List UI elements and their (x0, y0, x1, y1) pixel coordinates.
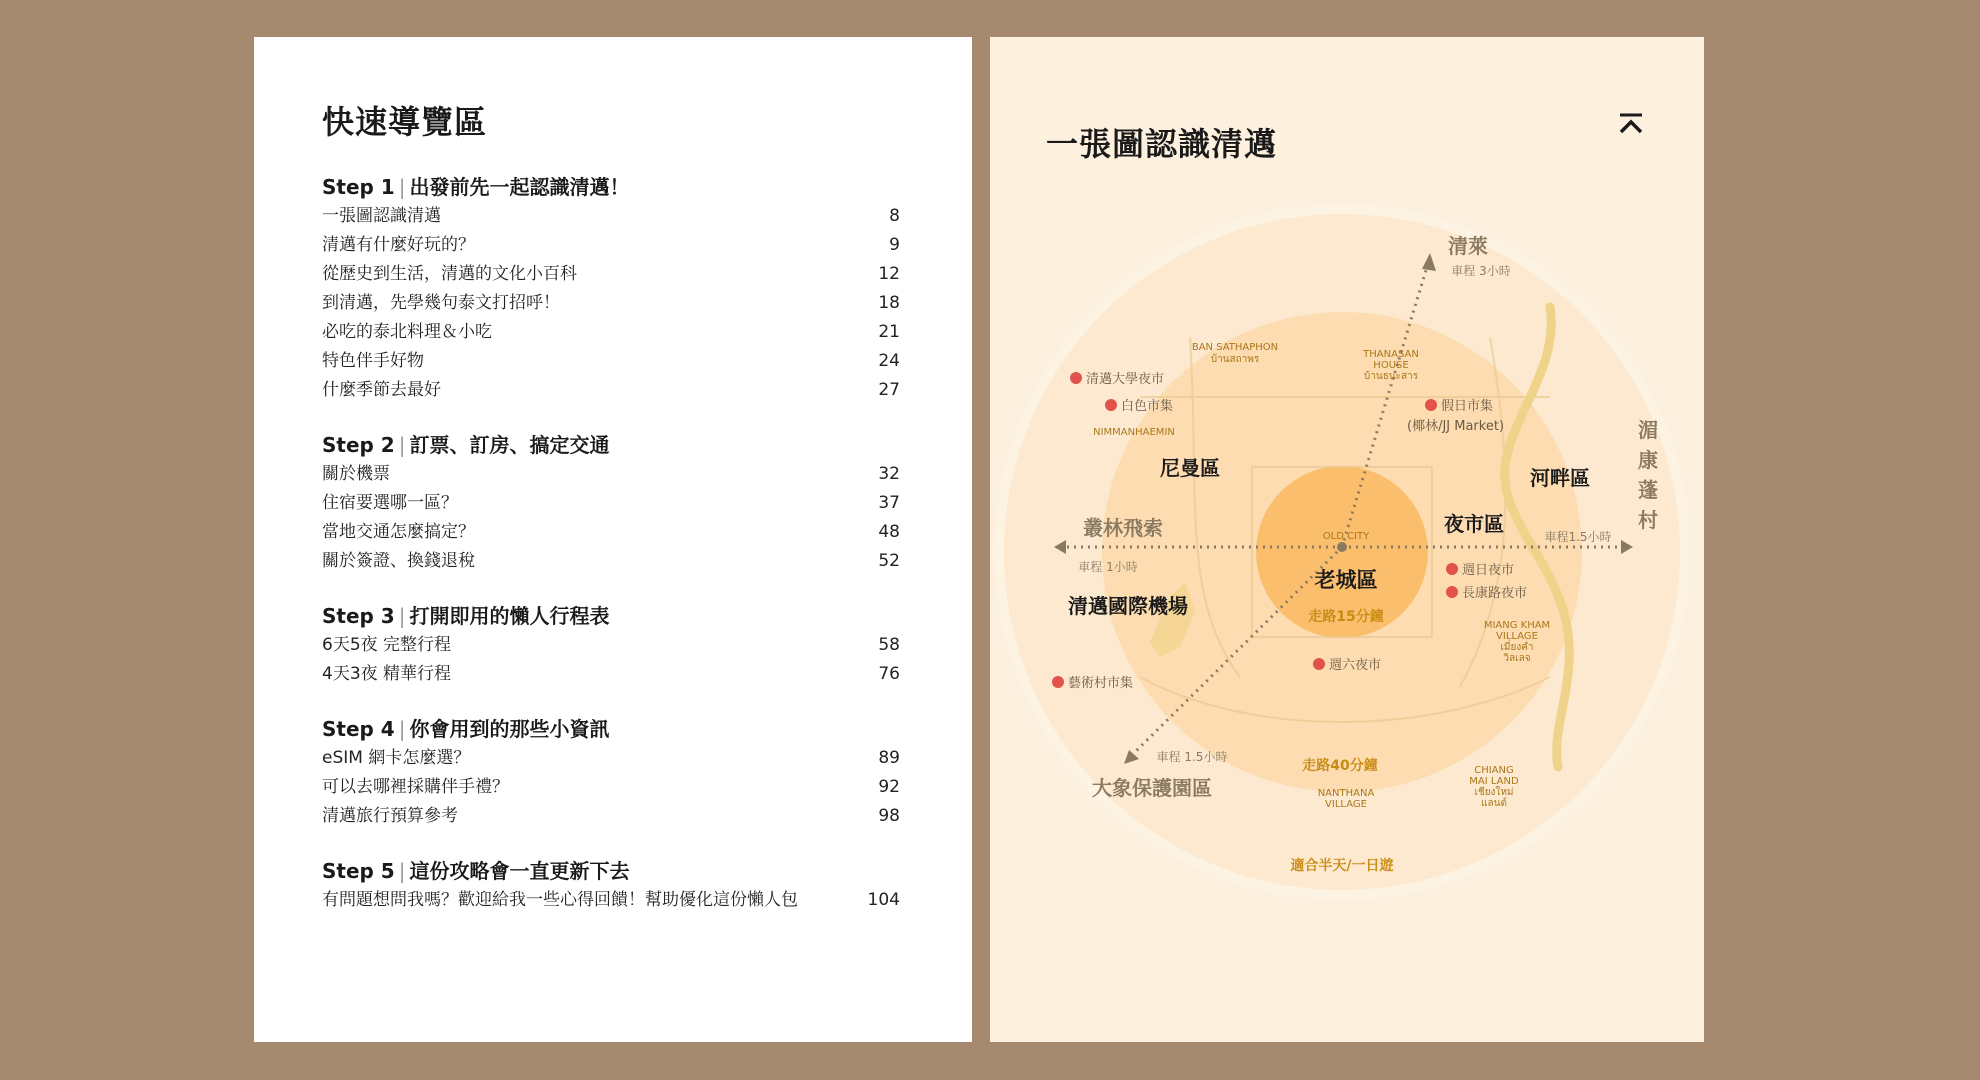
toc-section-title[interactable] (322, 601, 900, 631)
toc-entry-label: 住宿要選哪一區？ (322, 493, 458, 513)
toc-entry[interactable] (322, 376, 900, 405)
map-title: 一張圖認識清邁 (1046, 125, 1278, 163)
toc-entry[interactable] (322, 289, 900, 318)
toc-separator: | (398, 717, 406, 741)
toc-section (322, 714, 900, 831)
mae-kampong-label: 湄康蓬村 (1638, 418, 1658, 532)
toc-page (254, 37, 972, 1042)
toc-section (322, 601, 900, 689)
cmu-night-label: 清邁大學夜市 (1086, 372, 1165, 387)
toc-section (322, 172, 900, 405)
toc-step-label: Step 3 (322, 604, 395, 628)
toc-entry[interactable] (322, 547, 900, 576)
toc-entry-label: 關於機票 (322, 464, 390, 484)
toc-section-name: 打開即用的懶人行程表 (409, 604, 610, 628)
ban-sathaphon-th: บ้านสถาพร (1210, 354, 1260, 365)
toc-entry-page: 12 (878, 264, 900, 284)
toc-entry-label: 當地交通怎麼搞定？ (322, 522, 475, 542)
miang-kham-2: VILLAGE (1496, 631, 1538, 642)
jj-market-label: 假日市集 (1441, 399, 1494, 414)
pin-changklan (1446, 586, 1458, 598)
toc-entry-page: 18 (878, 293, 900, 313)
toc-entry-label: 關於簽證、換錢退稅 (322, 551, 475, 571)
pin-sunday-market (1446, 563, 1458, 575)
toc-entry-page: 21 (878, 322, 900, 342)
toc-entry-label: 什麼季節去最好 (322, 380, 441, 400)
toc-entry-page: 98 (878, 806, 900, 826)
toc-entry[interactable] (322, 802, 900, 831)
toc-entry[interactable] (322, 886, 900, 915)
nanthana-2: VILLAGE (1325, 799, 1367, 810)
toc-entry[interactable] (322, 489, 900, 518)
toc-entry-page: 9 (889, 235, 900, 255)
toc-separator: | (398, 859, 406, 883)
toc-entry-page: 48 (878, 522, 900, 542)
pin-white-market (1105, 399, 1117, 411)
toc-entry-page: 32 (878, 464, 900, 484)
map-page (990, 37, 1704, 1042)
toc-entry[interactable] (322, 773, 900, 802)
toc-entry-page: 27 (878, 380, 900, 400)
toc-entry[interactable] (322, 260, 900, 289)
elephant-label: 大象保護園區 (1092, 776, 1212, 800)
ban-sathaphon: BAN SATHAPHON (1191, 342, 1279, 353)
toc-entry-label: 特色伴手好物 (322, 351, 424, 371)
toc-section-name: 訂票、訂房、搞定交通 (409, 433, 610, 457)
pin-art-village (1052, 676, 1064, 688)
night-market-label: 夜市區 (1444, 512, 1504, 536)
toc-entry-page: 52 (878, 551, 900, 571)
half-day-label: 適合半天/一日遊 (1290, 858, 1394, 874)
toc-entry-page: 76 (878, 664, 900, 684)
toc-section-title[interactable] (322, 714, 900, 744)
toc-entry-page: 58 (878, 635, 900, 655)
nimman-en: NIMMANHAEMIN (1093, 427, 1175, 438)
pin-saturday-market (1313, 658, 1325, 670)
white-market-label: 白色市集 (1121, 399, 1174, 414)
toc-entry-page: 8 (889, 206, 900, 226)
toc-entry-label: 可以去哪裡採購伴手禮？ (322, 777, 509, 797)
miang-kham-1: MIANG KHAM (1483, 620, 1551, 631)
sunday-market-label: 週日夜市 (1462, 563, 1515, 578)
nanthana-1: NANTHANA (1317, 788, 1375, 799)
toc-section-title[interactable] (322, 856, 900, 886)
toc-section-name: 出發前先一起認識清邁！ (409, 175, 630, 199)
toc-section-name: 這份攻略會一直更新下去 (409, 859, 630, 883)
chiang-mai-land-th-2: แลนด์ (1481, 798, 1507, 809)
thanasan-2: HOUSE (1373, 360, 1409, 371)
toc-step-label: Step 2 (322, 433, 395, 457)
saturday-market-label: 週六夜市 (1329, 658, 1382, 673)
toc-entry[interactable] (322, 318, 900, 347)
miang-kham-th-1: เมี่ยงคำ (1500, 642, 1534, 653)
toc-section (322, 856, 900, 915)
jj-market-sub: (椰林/JJ Market) (1407, 419, 1505, 434)
toc-entry-label: 從歷史到生活，清邁的文化小百科 (322, 264, 577, 284)
toc-list (322, 172, 900, 940)
toc-separator: | (398, 175, 406, 199)
art-village-label: 藝術村市集 (1068, 676, 1134, 691)
center-dot (1337, 542, 1347, 552)
toc-entry-label: 有問題想問我嗎？歡迎給我一些心得回饋！幫助優化這份懶人包 (322, 890, 798, 910)
old-city-label: 老城區 (1314, 568, 1378, 592)
walk-40-label: 走路40分鐘 (1302, 758, 1378, 774)
jungle-time: 車程 1小時 (1078, 560, 1138, 574)
elephant-time: 車程 1.5小時 (1156, 750, 1228, 764)
pin-cmu-night (1070, 372, 1082, 384)
toc-entry-label: 6天5夜 完整行程 (322, 635, 452, 655)
chevron-up-icon[interactable] (1616, 110, 1646, 140)
toc-entry[interactable] (322, 231, 900, 260)
riverside-label: 河畔區 (1530, 466, 1590, 490)
changklan-label: 長康路夜市 (1462, 586, 1528, 601)
toc-entry-page: 104 (867, 890, 900, 910)
toc-separator: | (398, 604, 406, 628)
chiang-mai-map (990, 37, 1704, 1042)
toc-section-title[interactable] (322, 172, 900, 202)
toc-title: 快速導覽區 (322, 103, 488, 141)
toc-section (322, 430, 900, 576)
toc-step-label: Step 1 (322, 175, 395, 199)
toc-separator: | (398, 433, 406, 457)
chiang-mai-land-th-1: เชียงใหม่ (1474, 787, 1514, 798)
toc-entry-label: 清邁旅行預算參考 (322, 806, 458, 826)
toc-entry-label: eSIM 網卡怎麼選？ (322, 748, 471, 768)
old-city-en: OLD CITY (1322, 531, 1370, 542)
toc-entry[interactable] (322, 460, 900, 489)
chiang-mai-land-1: CHIANG (1474, 765, 1514, 776)
chiang-mai-land-2: MAI LAND (1469, 776, 1519, 787)
toc-step-label: Step 5 (322, 859, 395, 883)
toc-section-title[interactable] (322, 430, 900, 460)
thanasan-th: บ้านธนะสาร (1363, 371, 1419, 382)
nimman-label: 尼曼區 (1160, 456, 1220, 480)
toc-section-name: 你會用到的那些小資訊 (409, 717, 610, 741)
toc-entry-label: 到清邁，先學幾句泰文打招呼！ (322, 293, 560, 313)
chiang-rai-label: 清萊 (1448, 234, 1488, 258)
mae-kampong-time: 車程1.5小時 (1544, 530, 1612, 544)
chiang-rai-time: 車程 3小時 (1451, 264, 1511, 278)
toc-entry-page: 92 (878, 777, 900, 797)
toc-entry-page: 37 (878, 493, 900, 513)
toc-step-label: Step 4 (322, 717, 395, 741)
toc-entry[interactable] (322, 202, 900, 231)
toc-entry-label: 清邁有什麼好玩的？ (322, 235, 475, 255)
toc-entry-label: 4天3夜 精華行程 (322, 664, 452, 684)
toc-entry-label: 必吃的泰北料理＆小吃 (322, 322, 492, 342)
toc-entry[interactable] (322, 518, 900, 547)
walk-15-label: 走路15分鐘 (1308, 609, 1384, 625)
toc-entry[interactable] (322, 631, 900, 660)
toc-entry[interactable] (322, 347, 900, 376)
miang-kham-th-2: วิลเลจ (1503, 653, 1531, 664)
toc-entry[interactable] (322, 744, 900, 773)
toc-entry-page: 24 (878, 351, 900, 371)
airport-label: 清邁國際機場 (1068, 594, 1188, 618)
thanasan-1: THANASAN (1363, 349, 1419, 360)
toc-entry-page: 89 (878, 748, 900, 768)
toc-entry[interactable] (322, 660, 900, 689)
toc-entry-label: 一張圖認識清邁 (322, 206, 441, 226)
jungle-label: 叢林飛索 (1083, 516, 1163, 540)
pin-jj-market (1425, 399, 1437, 411)
